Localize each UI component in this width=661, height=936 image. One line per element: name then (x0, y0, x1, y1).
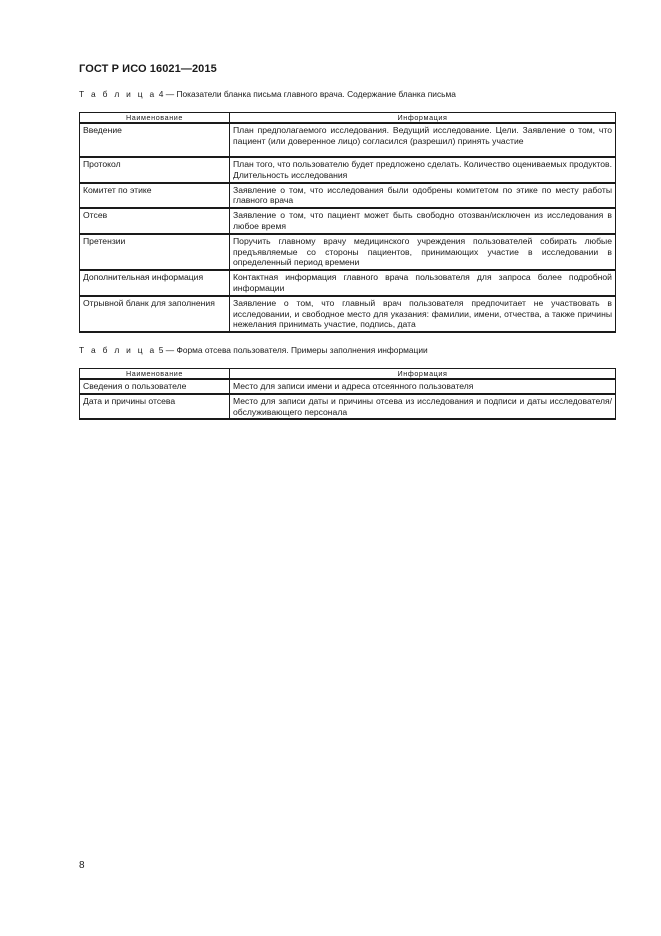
row-name-cell: Дата и причины отсева (80, 394, 230, 420)
row-name-cell: Дополнительная информация (80, 270, 230, 296)
row-info-cell: Заявление о том, что исследования были одобрены комитетом по этике по месту работы главного врача (230, 183, 616, 209)
table-header-row (80, 113, 616, 124)
row-name-cell: Отсев (80, 208, 230, 234)
column-header-info: Информация (230, 369, 616, 380)
table-5-caption (79, 345, 428, 355)
table-row (80, 157, 616, 183)
row-info-cell: Заявление о том, что пациент может быть свободно отозван/исключен из исследования в любое время (230, 208, 616, 234)
table-row (80, 296, 616, 332)
row-name-cell: Комитет по этике (80, 183, 230, 209)
row-info-cell: План того, что пользователю будет предложено сделать. Количество оцениваемых продуктов. Длительность исследования (230, 157, 616, 183)
column-header-name: Наименование (80, 369, 230, 380)
table-4-caption-prefix: Т а б л и ц а (79, 89, 157, 99)
column-header-info: Информация (230, 113, 616, 124)
row-name-cell: Отрывной бланк для заполнения (80, 296, 230, 332)
table-row (80, 394, 616, 420)
table-row (80, 379, 616, 394)
row-name-cell: Протокол (80, 157, 230, 183)
table-row (80, 208, 616, 234)
row-info-cell: Поручить главному врачу медицинского учреждения пользователей собирать любые предъявляемые со стороны пациентов, принимающих участие в исследовании в определенный период времени (230, 234, 616, 270)
row-info-cell: Контактная информация главного врача пользователя для запроса более подробной информации (230, 270, 616, 296)
table-4 (79, 112, 616, 333)
page-number: 8 (79, 860, 85, 871)
table-header-row (80, 369, 616, 380)
table-4-caption (79, 89, 456, 99)
table-row (80, 183, 616, 209)
row-name-cell: Введение (80, 123, 230, 157)
row-info-cell: План предполагаемого исследования. Ведущий исследование. Цели. Заявление о том, что пациент (или доверенное лицо) согласился (разрешил) принять участие (230, 123, 616, 157)
row-info-cell: Заявление о том, что главный врач пользователя предпочитает не участвовать в исследовании, и свободное место для указания: фамилии, имени, отчества, а также причины нежелания принимать участие, подпись, дата (230, 296, 616, 332)
row-info-cell: Место для записи даты и причины отсева из исследования и подписи и даты исследователя/обслуживающего персонала (230, 394, 616, 420)
row-name-cell: Претензии (80, 234, 230, 270)
table-row (80, 234, 616, 270)
table-5-caption-prefix: Т а б л и ц а (79, 345, 157, 355)
document-header: ГОСТ Р ИСО 16021—2015 (79, 63, 217, 75)
table-row (80, 270, 616, 296)
table-5-caption-text: 5 — Форма отсева пользователя. Примеры заполнения информации (156, 345, 428, 355)
table-5 (79, 368, 616, 420)
row-info-cell: Место для записи имени и адреса отсеянного пользователя (230, 379, 616, 394)
column-header-name: Наименование (80, 113, 230, 124)
row-name-cell: Сведения о пользователе (80, 379, 230, 394)
table-row (80, 123, 616, 157)
table-4-caption-text: 4 — Показатели бланка письма главного врача. Содержание бланка письма (156, 89, 456, 99)
